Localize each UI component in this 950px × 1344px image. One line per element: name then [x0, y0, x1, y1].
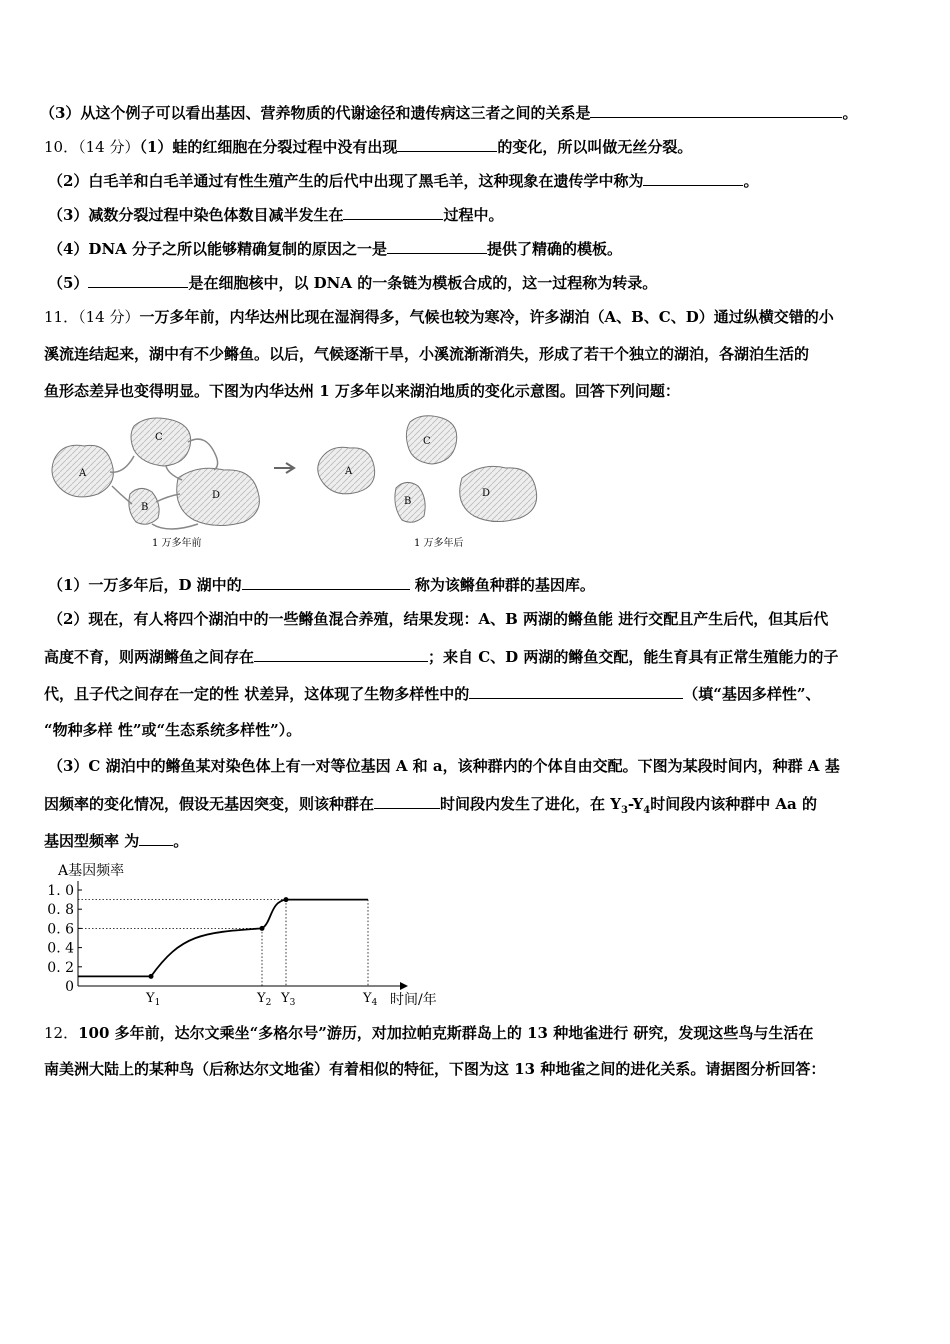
q10-part3-text: （3）减数分裂过程中染色体数目减半发生在: [48, 206, 344, 224]
map-label-c-after: C: [423, 436, 431, 447]
q11-part3-sub1: 3: [620, 805, 628, 816]
q11-part3-text2: 因频率的变化情况，假设无基因突变，则该种群在: [44, 795, 375, 813]
q10-part5: [48, 272, 657, 293]
q10-part5-text: （5）: [48, 274, 89, 292]
data-point: [260, 926, 265, 931]
q11-part3-dash: -Y: [627, 795, 644, 813]
y-tick-label: 0. 6: [47, 921, 74, 938]
q11-part2-text2: 高度不育，则两湖鳉鱼之间存在: [44, 648, 255, 666]
q10-part4-text: （4）DNA 分子之所以能够精确复制的原因之一是: [48, 240, 388, 258]
q11-part3-text3: 基因型频率 为: [44, 832, 140, 850]
q11-intro-line2: 溪流连结起来，湖中有不少鳉鱼。以后，气候逐渐干旱，小溪流渐渐消失，形成了若干个独立的湖泊，各湖泊生活的: [44, 345, 810, 363]
q11-part3-blank1[interactable]: [374, 793, 440, 809]
map-caption-before: 1 万多年前: [152, 538, 202, 549]
q10-part2-text: （2）白毛羊和白毛羊通过有性生殖产生的后代中出现了黑毛羊，这种现象在遗传学中称为: [48, 172, 644, 190]
data-point: [149, 974, 154, 979]
q10-part2: [48, 170, 758, 191]
q11-part2-blank2[interactable]: [469, 683, 683, 699]
q11-part1-blank[interactable]: [242, 574, 410, 590]
q11-part3-line2: [44, 793, 817, 821]
q10-part3: [48, 204, 503, 225]
q11-part3-end2: 时间段内该种群中 Aa 的: [650, 795, 817, 813]
x-tick-label: $Y_2$: [257, 991, 272, 1008]
series-points: [149, 897, 289, 979]
q10-part3-end: 过程中。: [443, 206, 504, 224]
q12-line1: [44, 1023, 813, 1043]
chart-guides: [78, 900, 368, 986]
q10-score: （14 分）: [78, 138, 140, 156]
q10-part1-end: 的变化，所以叫做无丝分裂。: [497, 138, 693, 156]
q11-part3-end3: 。: [173, 832, 189, 850]
q11-part3-line1: （3）C 湖泊中的鳉鱼某对染色体上有一对等位基因 A 和 a，该种群内的个体自由交配。下图为某段时间内，种群 A 基: [48, 757, 840, 775]
q10-part1: [44, 136, 692, 157]
q11-part1-text: （1）一万多年后，D 湖中的: [48, 576, 242, 594]
q11-part2-end3: （填“基因多样性”、: [683, 685, 821, 703]
q11-intro-line3: 鱼形态差异也变得明显。下图为内华达州 1 万多年以来湖泊地质的变化示意图。回答下列问题：: [44, 382, 680, 400]
map-label-d-after: D: [482, 488, 491, 499]
gene-frequency-chart: [44, 856, 464, 1008]
map-label-b-before: B: [141, 502, 149, 513]
y-tick-label: 0. 4: [47, 940, 74, 957]
q10-part5-blank[interactable]: [88, 272, 188, 288]
arrow-icon: [274, 463, 294, 473]
q9-part3-blank[interactable]: [590, 102, 842, 118]
map-label-d-before: D: [212, 490, 221, 501]
map-label-c-before: C: [155, 432, 163, 443]
q11-part1: [48, 574, 595, 595]
q9-part3-end: 。: [842, 104, 858, 122]
q10-part4-blank[interactable]: [387, 238, 487, 254]
lake-map-figure: [48, 412, 538, 552]
q11-part2-blank1[interactable]: [254, 646, 428, 662]
q10-part3-blank[interactable]: [343, 204, 443, 220]
q9-part3-text: （3）从这个例子可以看出基因、营养物质的代谢途径和遗传病这三者之间的关系是: [40, 104, 591, 122]
lakes-after: [318, 416, 537, 549]
y-tick-label: 0. 2: [47, 959, 74, 976]
chart-xlabel: 时间/年: [390, 992, 437, 1008]
q11-part3-mid: 时间段内发生了进化，在 Y: [440, 795, 621, 813]
q11-intro-line1: [44, 307, 834, 327]
y-tick-label: 0. 8: [47, 902, 74, 919]
y-axis-ticks: [47, 883, 82, 995]
q10-part1-text: （1）蛙的红细胞在分裂过程中没有出现: [139, 138, 398, 156]
q11-part2-line2: [44, 646, 838, 667]
q10-part4-end: 提供了精确的模板。: [487, 240, 623, 258]
data-point: [284, 897, 289, 902]
x-axis-ticks: [145, 991, 378, 1008]
y-tick-label: 0: [65, 979, 74, 995]
q11-number: 11．: [44, 308, 79, 326]
q11-part2-line1: （2）现在，有人将四个湖泊中的一些鳉鱼混合养殖，结果发现：A、B 两湖的鳉鱼能 进行交配且产生后代，但其后代: [48, 610, 829, 628]
x-tick-label: $Y_1$: [146, 991, 161, 1008]
q11-part2-line3: [44, 683, 821, 704]
x-tick-label: $Y_4$: [363, 991, 378, 1008]
q11-part2-text3: 代，且子代之间存在一定的性 状差异，这体现了生物多样性中的: [44, 685, 470, 703]
q9-part3: [40, 102, 857, 123]
x-tick-label: $Y_3$: [281, 991, 296, 1008]
lake-d-after: [460, 466, 537, 521]
q11-part2-line4: “物种多样 性”或“生态系统多样性”）。: [44, 721, 302, 739]
q10-part2-blank[interactable]: [643, 170, 743, 186]
q12-line2: 南美洲大陆上的某种鸟（后称达尔文地雀）有着相似的特征，下图为这 13 种地雀之间的进化关系。请据图分析回答：: [44, 1060, 826, 1078]
q11-part2-end2: ；来自 C、D 两湖的鳉鱼交配，能生育具有正常生殖能力的子: [428, 648, 839, 666]
chart-ylabel: A基因频率: [58, 863, 125, 879]
q12-number: 12．: [44, 1024, 79, 1042]
q11-part3-sub2: 4: [643, 805, 651, 816]
x-axis-arrow: [400, 982, 408, 990]
q10-part4: [48, 238, 622, 259]
q10-part5-end: 是在细胞核中，以 DNA 的一条链为模板合成的，这一过程称为转录。: [188, 274, 658, 292]
map-label-b-after: B: [404, 496, 412, 507]
map-label-a-after: A: [345, 466, 353, 477]
series-line-a-frequency: [78, 900, 368, 977]
q11-part3-blank2[interactable]: [139, 830, 173, 846]
map-caption-after: 1 万多年后: [414, 538, 464, 549]
q11-intro-text1: 一万多年前，内华达州比现在湿润得多，气候也较为寒冷，许多湖泊（A、B、C、D）通过纵横交错的小: [139, 308, 834, 326]
map-label-a-before: A: [79, 468, 87, 479]
q10-part1-blank[interactable]: [397, 136, 497, 152]
y-tick-label: 1. 0: [47, 883, 74, 899]
q11-part1-end: 称为该鳉鱼种群的基因库。: [409, 576, 595, 594]
lakes-before: [52, 418, 259, 549]
lake-c-after: [406, 416, 456, 464]
q10-number: 10．: [44, 138, 79, 156]
q12-text1: 100 多年前，达尔文乘坐“多格尔号”游历，对加拉帕克斯群岛上的 13 种地雀进行 研究，发现这些鸟与生活在: [78, 1024, 814, 1042]
q10-part2-end: 。: [743, 172, 759, 190]
q11-part3-line3: [44, 830, 188, 851]
q11-score: （14 分）: [78, 308, 140, 326]
